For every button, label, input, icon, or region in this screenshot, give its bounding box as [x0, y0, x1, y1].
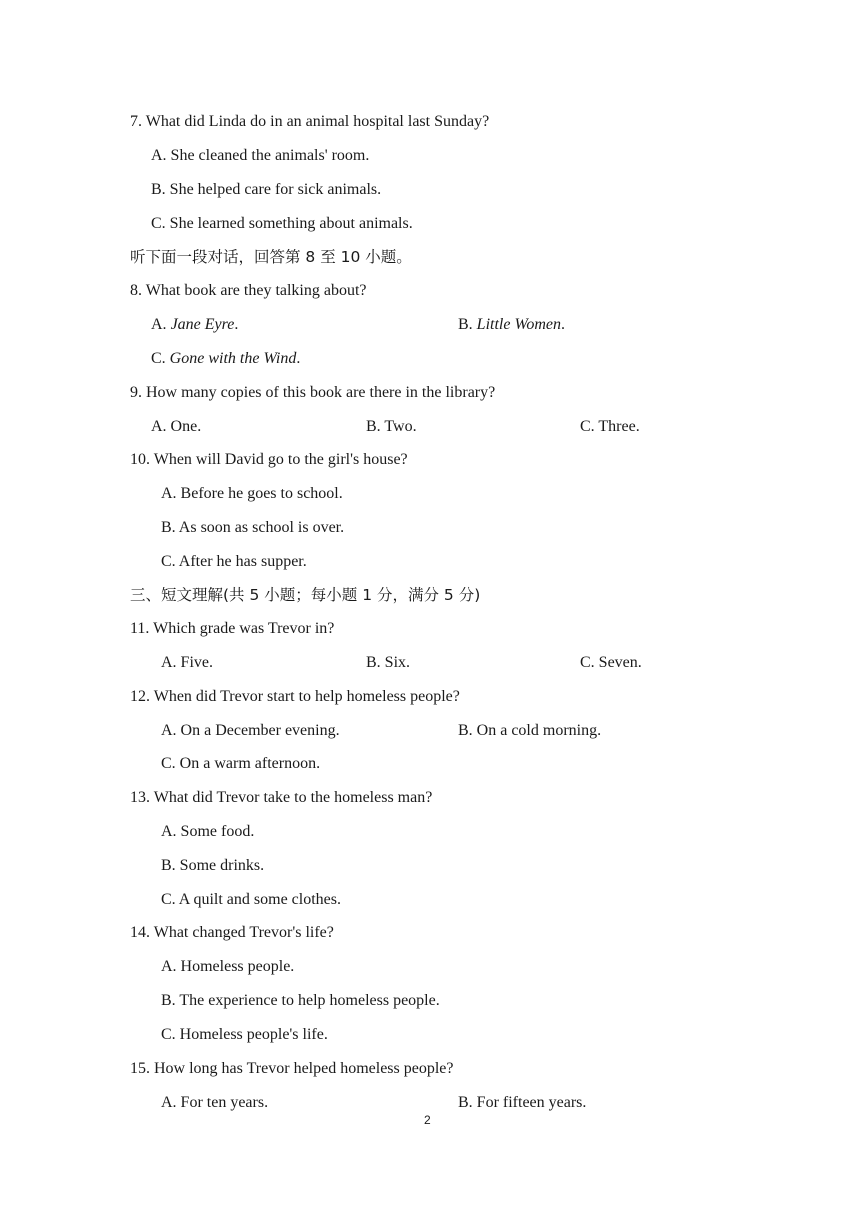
question-9-option-a: A. One. — [151, 418, 202, 435]
question-12-option-a: A. On a December evening. — [161, 722, 340, 739]
question-7-option-a: A. She cleaned the animals' room. — [151, 147, 370, 164]
question-10: 10. When will David go to the girl's house? — [130, 451, 408, 468]
question-15: 15. How long has Trevor helped homeless people? — [130, 1060, 454, 1077]
question-11-option-c: C. Seven. — [580, 654, 642, 671]
question-10-option-c: C. After he has supper. — [161, 553, 307, 570]
question-9-option-b: B. Two. — [366, 418, 417, 435]
question-8-option-b: B. Little Women. — [458, 316, 565, 333]
question-9-option-c: C. Three. — [580, 418, 640, 435]
question-8-option-a: A. Jane Eyre. — [151, 316, 239, 333]
question-14: 14. What changed Trevor's life? — [130, 924, 334, 941]
question-15-option-b: B. For fifteen years. — [458, 1094, 587, 1111]
question-13-option-a: A. Some food. — [161, 823, 255, 840]
question-12-option-b: B. On a cold morning. — [458, 722, 602, 739]
question-8-option-c: C. Gone with the Wind. — [151, 350, 301, 367]
section-title: 三、短文理解(共 5 小题；每小题 1 分，满分 5 分) — [130, 586, 481, 604]
question-15-option-a: A. For ten years. — [161, 1094, 269, 1111]
book-title: Little Women — [476, 316, 561, 333]
book-title: Jane Eyre — [170, 316, 235, 333]
question-7-option-b: B. She helped care for sick animals. — [151, 181, 382, 198]
question-13: 13. What did Trevor take to the homeless man? — [130, 789, 433, 806]
section-instruction: 听下面一段对话，回答第 8 至 10 小题。 — [130, 248, 412, 266]
question-13-option-b: B. Some drinks. — [161, 857, 265, 874]
question-14-option-c: C. Homeless people's life. — [161, 1026, 328, 1043]
question-7: 7. What did Linda do in an animal hospital last Sunday? — [130, 113, 490, 130]
question-12-option-c: C. On a warm afternoon. — [161, 755, 321, 772]
question-14-option-a: A. Homeless people. — [161, 958, 295, 975]
question-11-option-a: A. Five. — [161, 654, 213, 671]
page-number: 2 — [424, 1113, 431, 1127]
question-9: 9. How many copies of this book are there in the library? — [130, 384, 496, 401]
question-11: 11. Which grade was Trevor in? — [130, 620, 335, 637]
book-title: Gone with the Wind — [169, 350, 297, 367]
question-13-option-c: C. A quilt and some clothes. — [161, 891, 341, 908]
question-10-option-a: A. Before he goes to school. — [161, 485, 343, 502]
question-14-option-b: B. The experience to help homeless people. — [161, 992, 440, 1009]
question-10-option-b: B. As soon as school is over. — [161, 519, 345, 536]
question-7-option-c: C. She learned something about animals. — [151, 215, 413, 232]
question-11-option-b: B. Six. — [366, 654, 411, 671]
question-8: 8. What book are they talking about? — [130, 282, 367, 299]
question-12: 12. When did Trevor start to help homeless people? — [130, 688, 460, 705]
